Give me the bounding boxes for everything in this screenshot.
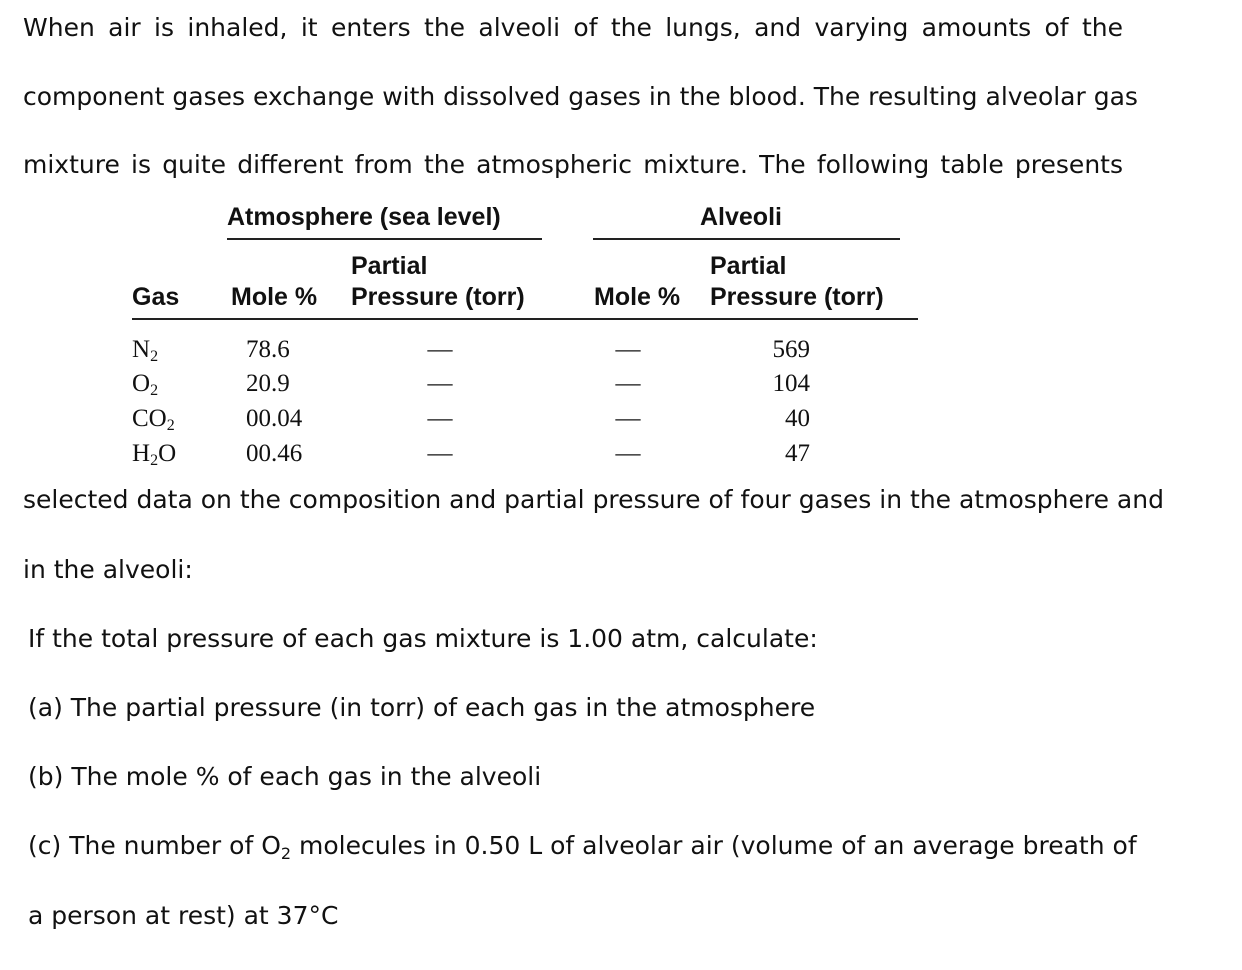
col-header-partial-alv: Partial <box>710 252 787 280</box>
mole-atm-value: 20.9 <box>246 370 290 397</box>
mole-alv-value: — <box>615 336 641 363</box>
rule-atmosphere <box>227 238 542 240</box>
rule-header-bottom <box>132 318 918 320</box>
intro-line-2: component gases exchange with dissolved gases in the blood. The resulting alveolar gas <box>23 82 1138 111</box>
mole-alv-value: — <box>615 440 641 467</box>
intro-line-5: in the alveoli: <box>23 555 193 584</box>
group-header-alveoli: Alveoli <box>700 203 782 231</box>
mole-atm-value: 00.04 <box>246 405 303 432</box>
gas-formula: $N_2$ <box>132 336 159 365</box>
intro-line-4: selected data on the composition and partial pressure of four gases in the atmosphere and <box>23 485 1164 514</box>
pp-alv-value: 104 <box>772 370 810 397</box>
gas-formula: $O_2$ <box>132 370 159 399</box>
mole-alv-value: — <box>615 405 641 432</box>
question-stem: If the total pressure of each gas mixture is 1.00 atm, calculate: <box>28 624 818 653</box>
pp-alv-value: 47 <box>785 440 810 467</box>
col-header-gas: Gas <box>132 283 180 311</box>
question-part-c-line2: a person at rest) at 37°C <box>28 901 339 930</box>
col-header-mole-alv: Mole % <box>594 283 681 311</box>
group-header-atmosphere: Atmosphere (sea level) <box>227 203 501 231</box>
pp-alv-value: 569 <box>772 336 810 363</box>
col-header-partial-atm: Partial <box>351 252 428 280</box>
col-header-mole-atm: Mole % <box>231 283 318 311</box>
pp-atm-value: — <box>427 370 453 397</box>
mole-alv-value: — <box>615 370 641 397</box>
mole-atm-value: 00.46 <box>246 440 303 467</box>
question-part-c: (c) The number of $O_2$ molecules in 0.50 L of alveolar air (volume of an average breath of <box>28 831 1137 863</box>
col-header-pressure-atm: Pressure (torr) <box>351 283 525 311</box>
pp-atm-value: — <box>427 405 453 432</box>
pp-atm-value: — <box>427 440 453 467</box>
pp-atm-value: — <box>427 336 453 363</box>
question-part-a: (a) The partial pressure (in torr) of each gas in the atmosphere <box>28 693 816 722</box>
mole-atm-value: 78.6 <box>246 336 290 363</box>
intro-line-1: When air is inhaled, it enters the alveoli of the lungs, and varying amounts of the <box>23 13 1123 42</box>
intro-line-3: mixture is quite different from the atmospheric mixture. The following table presents <box>23 150 1123 179</box>
pp-alv-value: 40 <box>785 405 810 432</box>
gas-formula: $H_2O$ <box>132 440 177 469</box>
question-part-b: (b) The mole % of each gas in the alveoli <box>28 762 542 791</box>
rule-alveoli <box>593 238 900 240</box>
col-header-pressure-alv: Pressure (torr) <box>710 283 884 311</box>
gas-formula: $CO_2$ <box>132 405 175 434</box>
